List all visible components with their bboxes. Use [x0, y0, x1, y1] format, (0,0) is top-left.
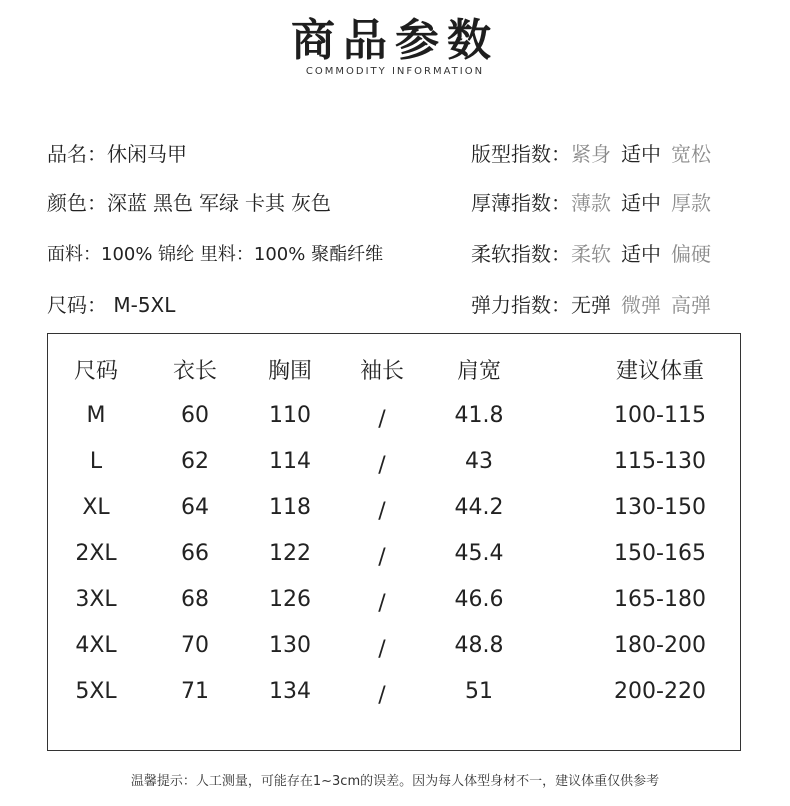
table-cell: 71	[181, 679, 209, 704]
sizes-line: 尺码： M-5XL	[47, 293, 176, 317]
scale-label: 柔软指数：	[471, 242, 571, 266]
scale-option: 偏硬	[671, 242, 711, 266]
table-cell: /	[378, 499, 386, 524]
color-option: 军绿	[199, 191, 239, 215]
table-cell: 70	[181, 633, 209, 658]
color-option: 深蓝	[107, 191, 147, 215]
table-cell: M	[86, 403, 106, 428]
table-cell: 115-130	[614, 449, 706, 474]
table-cell: /	[378, 591, 386, 616]
table-header-cell: 尺码	[73, 359, 119, 384]
table-cell: 60	[181, 403, 209, 428]
table-cell: 43	[465, 449, 493, 474]
table-cell: 51	[465, 679, 493, 704]
scale-option: 适中	[621, 142, 661, 166]
table-cell: 100-115	[614, 403, 706, 428]
scale-option: 适中	[621, 242, 661, 266]
scale-option: 微弹	[621, 293, 661, 317]
table-cell: 45.4	[454, 541, 504, 566]
table-cell: 118	[269, 495, 311, 520]
table-cell: 134	[269, 679, 311, 704]
color-option: 灰色	[291, 191, 331, 215]
table-cell: 48.8	[454, 633, 504, 658]
scale-option: 无弹	[571, 293, 611, 317]
table-cell: /	[378, 407, 386, 432]
scale-row	[471, 187, 711, 216]
table-cell: 5XL	[75, 679, 117, 704]
table-header-cell: 胸围	[267, 359, 313, 384]
table-cell: 165-180	[614, 587, 706, 612]
table-cell: 150-165	[614, 541, 706, 566]
color-option: 卡其	[245, 191, 285, 215]
table-cell: /	[378, 453, 386, 478]
table-cell: 3XL	[75, 587, 117, 612]
table-cell: L	[89, 449, 103, 474]
colors-line	[47, 187, 337, 216]
scale-option: 薄款	[571, 191, 611, 215]
table-cell: 114	[269, 449, 311, 474]
table-cell: 122	[269, 541, 311, 566]
scale-option: 紧身	[571, 142, 611, 166]
table-cell: /	[378, 683, 386, 708]
scale-row	[471, 238, 711, 267]
table-cell: 130-150	[614, 495, 706, 520]
table-cell: 64	[181, 495, 209, 520]
table-cell: 44.2	[454, 495, 504, 520]
table-cell: 68	[181, 587, 209, 612]
scale-label: 厚薄指数：	[471, 191, 571, 215]
scale-option: 柔软	[571, 242, 611, 266]
color-option: 黑色	[153, 191, 193, 215]
table-cell: /	[378, 637, 386, 662]
table-cell: 126	[269, 587, 311, 612]
scale-label: 版型指数：	[471, 142, 571, 166]
scale-option: 厚款	[671, 191, 711, 215]
table-cell: 41.8	[454, 403, 504, 428]
colors-label: 颜色：	[47, 191, 107, 215]
table-cell: XL	[82, 495, 110, 520]
table-cell: 110	[269, 403, 311, 428]
table-cell: /	[378, 545, 386, 570]
table-cell: 66	[181, 541, 209, 566]
page-subtitle: COMMODITY INFORMATION	[305, 66, 485, 77]
table-header-cell: 袖长	[359, 359, 405, 384]
scale-option: 宽松	[671, 142, 711, 166]
table-cell: 200-220	[614, 679, 706, 704]
footer-note: 温馨提示：人工测量，可能存在1~3cm的误差。因为每人体型身材不一，建议体重仅供参考	[130, 774, 660, 789]
table-cell: 4XL	[75, 633, 117, 658]
table-cell: 180-200	[614, 633, 706, 658]
table-cell: 62	[181, 449, 209, 474]
fabric-line: 面料：100% 锦纶 里料：100% 聚酯纤维	[47, 244, 384, 265]
table-cell: 46.6	[454, 587, 504, 612]
product-name: 品名：休闲马甲	[47, 142, 187, 166]
table-cell: 2XL	[75, 541, 117, 566]
size-table	[47, 333, 741, 751]
table-header-cell: 建议体重	[615, 359, 705, 384]
scale-option: 适中	[621, 191, 661, 215]
table-cell: 130	[269, 633, 311, 658]
scale-option: 高弹	[671, 293, 711, 317]
table-header-cell: 衣长	[172, 359, 218, 384]
page-title: 商品参数	[291, 15, 499, 66]
scale-label: 弹力指数：	[471, 293, 571, 317]
scale-row	[471, 138, 711, 167]
table-header-cell: 肩宽	[456, 359, 502, 384]
scale-row	[471, 289, 711, 318]
